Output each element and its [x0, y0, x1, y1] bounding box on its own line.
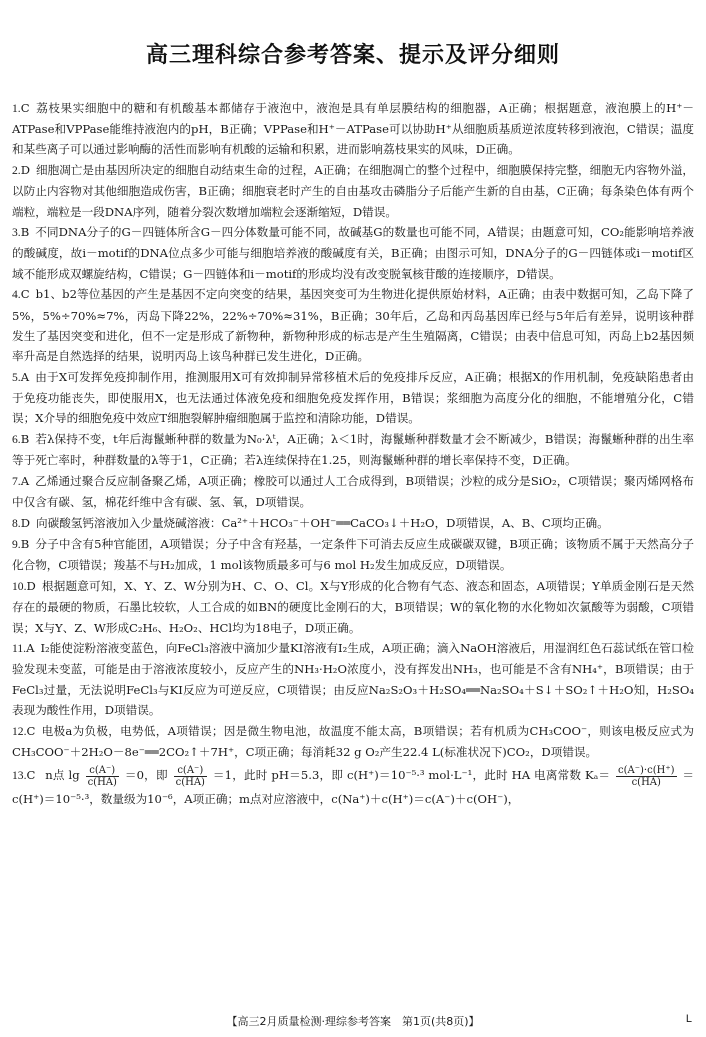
- item-answer: C: [20, 101, 30, 115]
- fraction-ratio-2: [174, 765, 207, 788]
- item-number: 8.: [12, 516, 21, 530]
- item-answer: A: [20, 369, 30, 384]
- footer-mark: L: [685, 1013, 692, 1025]
- page-footer: [0, 1013, 706, 1031]
- page-title: 高三理科综合参考答案、提示及评分细则: [145, 43, 560, 68]
- item-answer: C: [26, 768, 36, 782]
- fraction-denominator: c(HA): [631, 776, 661, 788]
- item-number: 11.: [12, 642, 27, 656]
- item-explanation: b1、b2等位基因的产生是基因不定向突变的结果，基因突变可为生物进化提供原始材料，A正确；由表中数据可知，乙岛下降了5%，5%÷70%≈7%，丙岛下降22%，22%÷70%≈31%，B正确；30年后，乙岛和丙岛基因库已经与5年后有差异，说明该种群发生了基因突变和进化，但不一定是形成了新物种，新物种形成的标志是产生生殖隔离，C错误；由表中信息可知，丙岛上b2基因频率升高是自然选择的结果，说明丙岛上该鸟种群已发生进化，D正确。: [12, 287, 694, 363]
- answer-item: [12, 471, 694, 512]
- answer-item-13: [12, 764, 694, 810]
- answer-item: [12, 160, 694, 222]
- item13-text-4: ＝c(H⁺)＝10⁻⁵·³，数量级为10⁻⁶，A项正确；m点对应溶液中，c(Na⁺)＋c(H⁺)＝c(A⁻)＋c(OH⁻)，: [12, 768, 694, 806]
- item-explanation: 乙烯通过聚合反应制备聚乙烯，A项正确；橡胶可以通过人工合成得到，B项错误；沙粒的成分是SiO₂，C项错误；聚丙烯网格布中仅含有碳、氢，棉花纤维中含有碳、氢、氧，D项错误。: [12, 473, 694, 509]
- item-answer: A: [26, 641, 35, 656]
- fraction-ka: [616, 765, 676, 788]
- item-answer: C: [26, 723, 36, 738]
- item-explanation: 若λ保持不变，t年后海鬣蜥种群的数量为N₀·λᵗ，A正确；λ＜1时，海鬣蜥种群数量才会不断减少，B错误；海鬣蜥种群的出生率等于死亡率时，种群数量的λ等于1，C正确；若λ连续保持在1.25，则海鬣蜥种群的增长率保持不变，D正确。: [12, 431, 694, 467]
- item-number: 9.: [12, 538, 21, 552]
- answer-item: [12, 284, 694, 366]
- answer-item: [12, 98, 694, 160]
- item-answer: A: [20, 473, 30, 488]
- item-explanation: 由于X可发挥免疫抑制作用，推测服用X可有效抑制异常移植术后的免疫排斥反应，A正确；根据X的作用机制，免疫缺陷患者由于免疫功能丧失，即使服用X，也无法通过体液免疫和细胞免疫发挥作用，B错误；浆细胞为高度分化的细胞，不能增殖分化，C错误；X介导的细胞免疫中效应T细胞裂解肿瘤细胞属于监控和清除功能，D错误。: [12, 369, 694, 426]
- answer-item: [12, 576, 694, 638]
- item-explanation: 荔枝果实细胞中的糖和有机酸基本都储存于液泡中，液泡是具有单层膜结构的细胞器，A正确；根据题意，液泡膜上的H⁺－ATPase和VPPase能维持液泡内的pH，B正确；VPPase和H⁺－ATPase可以协助H⁺从细胞质基质逆浓度转移到液泡，C错误；温度和某些离子可以通过影响酶的活性而影响有机酸的运输和积累，进而影响荔枝果实的风味，D正确。: [12, 101, 694, 157]
- answer-item: [12, 638, 694, 720]
- fraction-denominator: c(HA): [87, 776, 117, 788]
- fraction-numerator: c(A⁻): [86, 765, 119, 777]
- item-explanation: 不同DNA分子的G－四链体所含G－四分体数量可能不同，故碱基G的数量也可能不同，A错误；由题意可知，CO₂能影响培养液的酸碱度，故i－motif的DNA位点多少可能与细胞培养液的酸碱度有关，B正确；由图示可知，DNA分子的G－四链体或i－motif区域不能形成双螺旋结构，C错误；G－四链体和i－motif的形成均没有改变脱氧核苷酸的连接顺序，D错误。: [12, 225, 694, 281]
- item-number: 10.: [12, 580, 27, 594]
- fraction-numerator: c(A⁻)·c(H⁺): [618, 764, 675, 776]
- fraction-denominator: c(HA): [175, 776, 205, 788]
- footer-page-info: 【高三2月质量检测·理综参考答案 第1页(共8页)】: [226, 1015, 480, 1028]
- item-answer: D: [26, 579, 36, 594]
- item-explanation: 分子中含有5种官能团，A项错误；分子中含有羟基，一定条件下可消去反应生成碳碳双键，B项正确；该物质不属于天然高分子化合物，C项错误；羧基不与H₂加成，1 mol该物质最多可与6 mol H₂发生加成反应，D项错误。: [12, 537, 694, 573]
- item-answer: B: [20, 431, 30, 446]
- item-number: 3.: [12, 226, 21, 240]
- item-answer: B: [20, 225, 30, 240]
- item13-text-3: ＝1，此时 pH＝5.3，即 c(H⁺)＝10⁻⁵·³ mol·L⁻¹，此时 HA 电离常数 Kₐ＝: [212, 768, 611, 782]
- item-answer: D: [20, 163, 30, 178]
- item-number: 2.: [12, 164, 21, 178]
- answer-list: [12, 98, 694, 763]
- item13-text-2: ＝0，即: [124, 768, 168, 782]
- answer-item: [12, 721, 694, 762]
- fraction-numerator: c(A⁻): [174, 765, 207, 777]
- answer-item: [12, 222, 694, 284]
- item-number: 5.: [12, 370, 21, 384]
- item-number: 7.: [12, 474, 21, 488]
- item-answer: D: [20, 515, 30, 530]
- item-explanation: 向碳酸氢钙溶液加入少量烧碱溶液：Ca²⁺＋HCO₃⁻＋OH⁻══CaCO₃↓＋H₂O，D项错误，A、B、C项均正确。: [36, 515, 609, 530]
- item-number: 13.: [12, 769, 27, 782]
- item-number: 1.: [12, 102, 21, 115]
- item-explanation: 根据题意可知，X、Y、Z、W分别为H、C、O、Cl。X与Y形成的化合物有气态、液态和固态，A项错误；Y单质金刚石是天然存在的最硬的物质，石墨比较软，人工合成的如BN的硬度比金刚石的大，B项错误；W的氧化物的水化物如次氯酸等为弱酸，C项错误；X与Y、Z、W形成C₂H₆、H₂O₂、HCl均为18电子，D项正确。: [12, 579, 694, 635]
- fraction-ratio: [86, 765, 119, 788]
- item-explanation: I₂能使淀粉溶液变蓝色，向FeCl₃溶液中滴加少量KI溶液有I₂生成，A项正确；滴入NaOH溶液后，用湿润红色石蕊试纸在管口检验发现未变蓝，可能是由于溶液浓度较小，反应产生的NH₃·H₂O浓度小，没有挥发出NH₃，也可能是不含有NH₄⁺，B项错误；由于FeCl₃过量，无法说明FeCl₃与KI反应为可逆反应，C项错误；由反应Na₂S₂O₃＋H₂SO₄══Na₂SO₄＋S↓＋SO₂↑＋H₂O知，H₂SO₄表现为酸性作用，D项错误。: [12, 641, 694, 717]
- item-explanation: 细胞凋亡是由基因所决定的细胞自动结束生命的过程，A正确；在细胞凋亡的整个过程中，细胞膜保持完整，细胞无内容物外溢，以防止内容物对其他细胞造成伤害，B正确；细胞衰老时产生的自由基攻击磷脂分子后能产生新的自由基，C正确；每条染色体有两个端粒，端粒是一段DNA序列，随着分裂次数增加端粒会逐渐缩短，D错误。: [12, 163, 694, 219]
- answer-item: [12, 513, 694, 534]
- item13-text-1: n点 lg: [45, 768, 80, 782]
- item-answer: C: [20, 287, 30, 302]
- answer-item: [12, 367, 694, 429]
- item-number: 6.: [12, 432, 21, 446]
- item-explanation: 电极a为负极，电势低，A项错误；因是微生物电池，故温度不能太高，B项错误；若有机质为CH₃COO⁻，则该电极反应式为CH₃COO⁻＋2H₂O－8e⁻══2CO₂↑＋7H⁺，C项正确；每消耗32 g O₂产生22.4 L(标准状况下)CO₂，D项错误。: [12, 723, 694, 759]
- item-number: 4.: [12, 288, 21, 302]
- item-answer: B: [20, 537, 30, 552]
- answer-item: [12, 534, 694, 575]
- answer-item: [12, 429, 694, 470]
- item-number: 12.: [12, 724, 27, 738]
